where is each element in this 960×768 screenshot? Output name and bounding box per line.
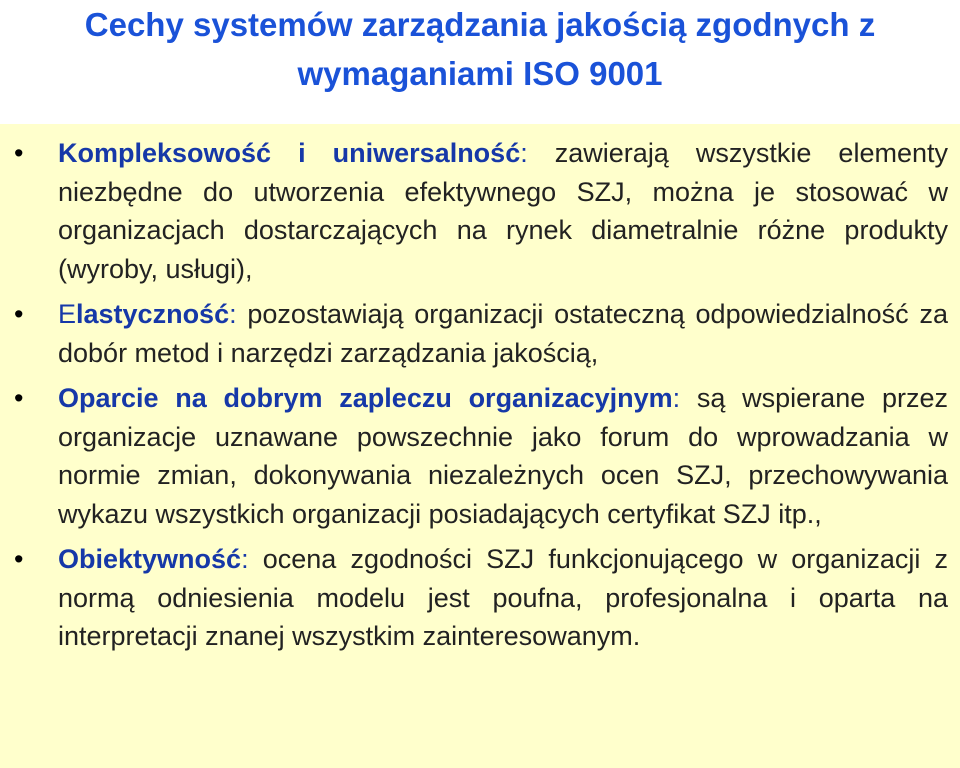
slide-title <box>0 0 960 98</box>
bullet-term: Obiektywność <box>58 544 242 574</box>
bullet-text: zawierają wszystkie elementy niezbędne do utworzenia efektywnego SZJ, można je stosować w organizacjach dostarczających na rynek diametralnie różne produkty (wyroby, usługi), <box>58 138 948 284</box>
bullet-term-first-letter: E <box>58 299 77 329</box>
bullet-icon: • <box>14 299 24 329</box>
bullet-text: są wspierane przez organizacje uznawane powszechnie jako forum do wprowadzania w normie zmian, dokonywania niezależnych ocen SZJ, przechowywania wykazu wszystkich organizacji posiadających certyfikat SZJ itp., <box>58 383 948 529</box>
bullet-separator: : <box>520 138 528 168</box>
bullet-item-obiektywnosc <box>0 540 960 656</box>
bullet-icon: • <box>14 383 24 413</box>
bullet-icon: • <box>14 138 24 168</box>
content-panel <box>0 124 960 768</box>
bullet-item-oparcie <box>0 379 960 533</box>
bullet-term: Oparcie na dobrym zapleczu organizacyjnym <box>58 383 673 413</box>
bullet-separator: : <box>229 299 237 329</box>
bullet-icon: • <box>14 544 24 574</box>
bullet-text: pozostawiają organizacji ostateczną odpowiedzialność za dobór metod i narzędzi zarządzania jakością, <box>58 299 948 368</box>
slide-title-line-2: wymaganiami ISO 9001 <box>297 55 663 92</box>
bullet-item-kompleksowosc <box>0 134 960 288</box>
bullet-term: Kompleksowość i uniwersalność <box>58 138 521 168</box>
bullet-separator: : <box>672 383 681 413</box>
bullet-list <box>0 134 960 663</box>
slide-title-line-1: Cechy systemów zarządzania jakością zgodnych z <box>84 6 876 43</box>
bullet-item-elastycznosc <box>0 295 960 372</box>
bullet-separator: : <box>241 544 249 574</box>
bullet-text: ocena zgodności SZJ funkcjonującego w organizacji z normą odniesienia modelu jest poufna, profesjonalna i oparta na interpretacji znanej wszystkim zainteresowanym. <box>58 544 948 651</box>
bullet-term: lastyczność <box>76 299 230 329</box>
